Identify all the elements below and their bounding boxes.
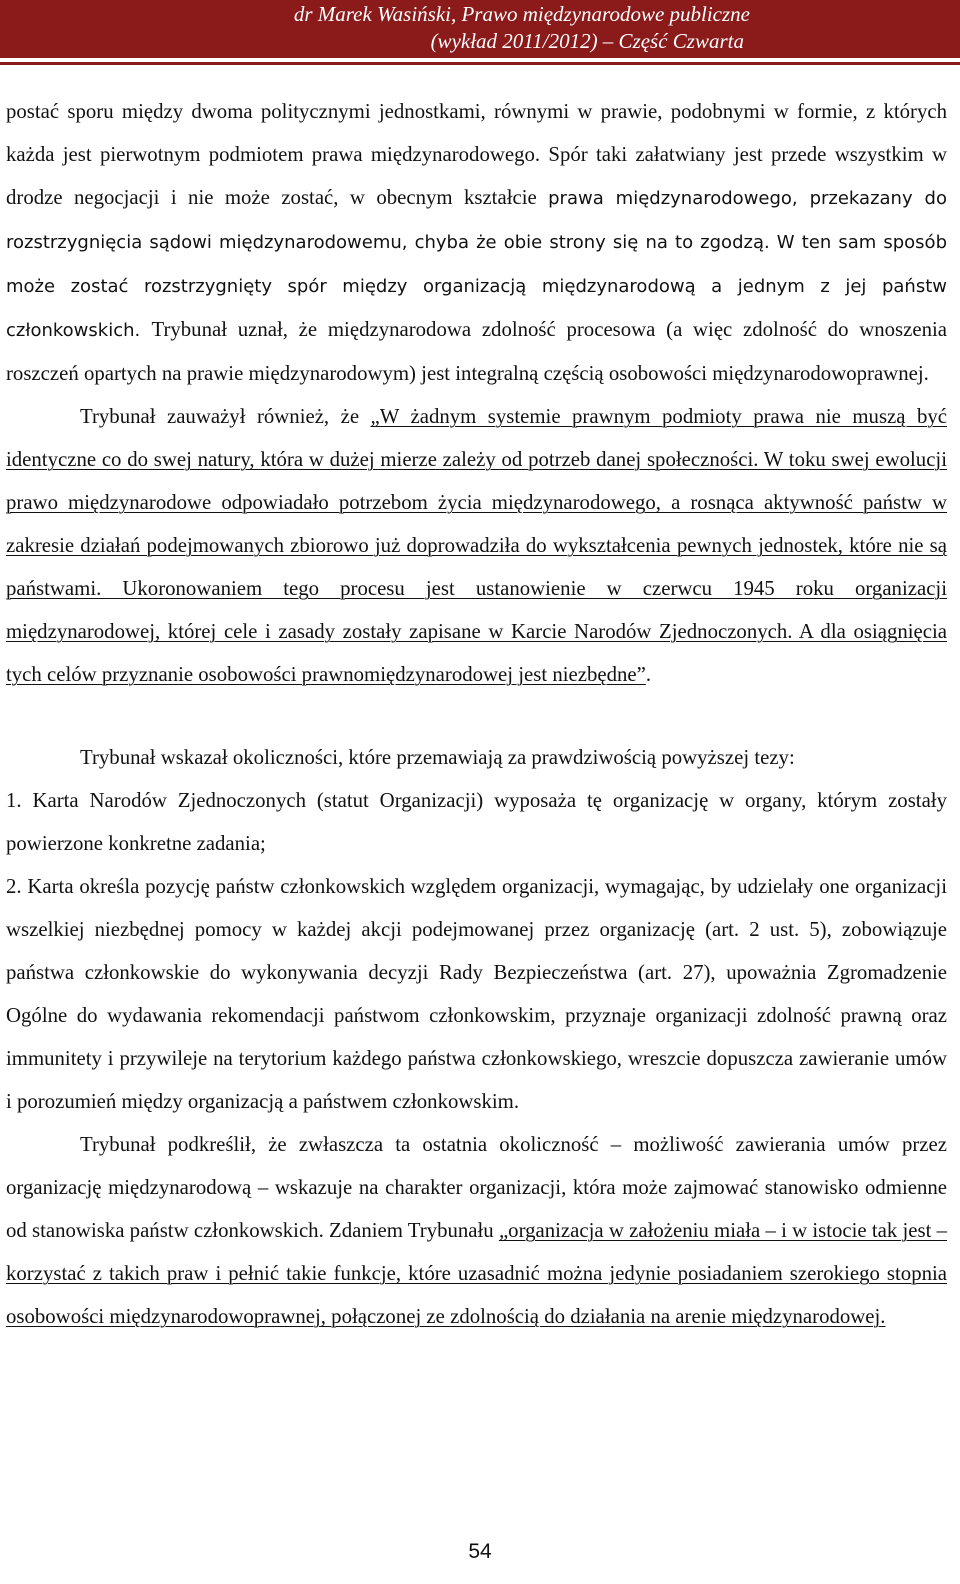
para1-sentence2: prawa międzynarodowego, przekazany do rozstrzygnięcia sądowi międzynarodowemu, chyba że obie strony się na to zgodzą. [6, 188, 947, 253]
paragraph-gap [6, 696, 947, 736]
paragraph-dispute [6, 90, 947, 395]
header-divider [0, 62, 960, 65]
list-item-1: 1. Karta Narodów Zjednoczonych (statut Organizacji) wyposaża tę organizację w organy, którym zostały powierzone konkretne zadania; [6, 789, 947, 855]
para1-sentence3: W ten sam sposób może zostać rozstrzygnięty spór między organizacją międzynarodową a jednym z jej państw członkowskich. [6, 232, 947, 341]
para1-sentence4: Trybunał uznał, że międzynarodowa zdolność procesowa (a więc zdolność do wnoszenia roszczeń opartych na prawie międzynarodowym) jest integralną częścią osobowości międzynarodowoprawnej. [6, 318, 947, 385]
paragraph-tribunal-quote [6, 395, 947, 696]
para1-sentence1: postać sporu między dwoma politycznymi jednostkami, równymi w prawie, podobnymi w formie, z których każda jest pierwotnym podmiotem prawa międzynarodowego. Spór taki załatwiany jest przede wszystkim w drodze negocjacji i nie może zostać, w obecnym kształcie [6, 100, 947, 209]
para4-text: Trybunał podkreślił, że zwłaszcza ta ostatnia okoliczność – możliwość zawierania umów przez organizację międzynarodową – wskazuje na charakter organizacji, która może zajmować stanowisko odmienne od stanowiska państw członkowskich. Zdaniem Trybunału [6, 1133, 947, 1242]
para2-end: . [645, 663, 652, 686]
para2-intro: Trybunał zauważył również, że [80, 405, 371, 428]
list-item-2: 2. Karta określa pozycję państw członkowskich względem organizacji, wymagając, by udzielały one organizacji wszelkiej niezbędnej pomocy w każdej akcji podejmowanej przez organizację (art. 2 ust. 5), zobowiązuje państwa członkowskie do wykonywania decyzji Rady Bezpieczeństwa (art. 27), upoważnia Zgromadzenie Ogólne do wydawania rekomendacji państwom członkowskim, przyznaje organizacji zdolność prawną oraz immunitety i przywileje na terytorium każdego państwa członkowskiego, wreszcie dopuszcza zawieranie umów i porozumień między organizacją a państwem członkowskim. [6, 875, 947, 1113]
page-header [0, 0, 960, 58]
para2-quote: „W żadnym systemie prawnym podmioty prawa nie muszą być identyczne co do swej natury, która w dużej mierze zależy od potrzeb danej społeczności. W toku swej ewolucji prawo międzynarodowe odpowiadało potrzebom życia międzynarodowego, a rosnąca aktywność państw w zakresie działań podejmowanych zbiorowo już doprowadziła do wykształcenia pewnych jednostek, które nie są państwami. Ukoronowaniem tego procesu jest ustanowienie w czerwcu 1945 roku organizacji międzynarodowej, której cele i zasady zostały zapisane w Karcie Narodów Zjednoczonych. A dla osiągnięcia tych celów przyznanie osobowości prawnomiędzynarodowej jest niezbędne” [6, 405, 947, 686]
paragraph-circumstances: Trybunał wskazał okoliczności, które przemawiają za prawdziwością powyższej tezy: [80, 746, 795, 769]
paragraph-tribunal-emphasis [6, 1123, 947, 1338]
para4-quote: „organizacja w założeniu miała – i w istocie tak jest – korzystać z takich praw i pełnić takie funkcje, które uzasadnić można jedynie posiadaniem szerokiego stopnia osobowości międzynarodowoprawnej, połączonej ze zdolnością do działania na arenie międzynarodowej. [6, 1219, 948, 1328]
header-title-line2: (wykład 2011/2012) – Część Czwarta [430, 29, 744, 53]
document-body [6, 90, 947, 1338]
header-title-line1: dr Marek Wasiński, Prawo międzynarodowe publiczne [293, 2, 750, 26]
page-number: 54 [468, 1540, 492, 1563]
